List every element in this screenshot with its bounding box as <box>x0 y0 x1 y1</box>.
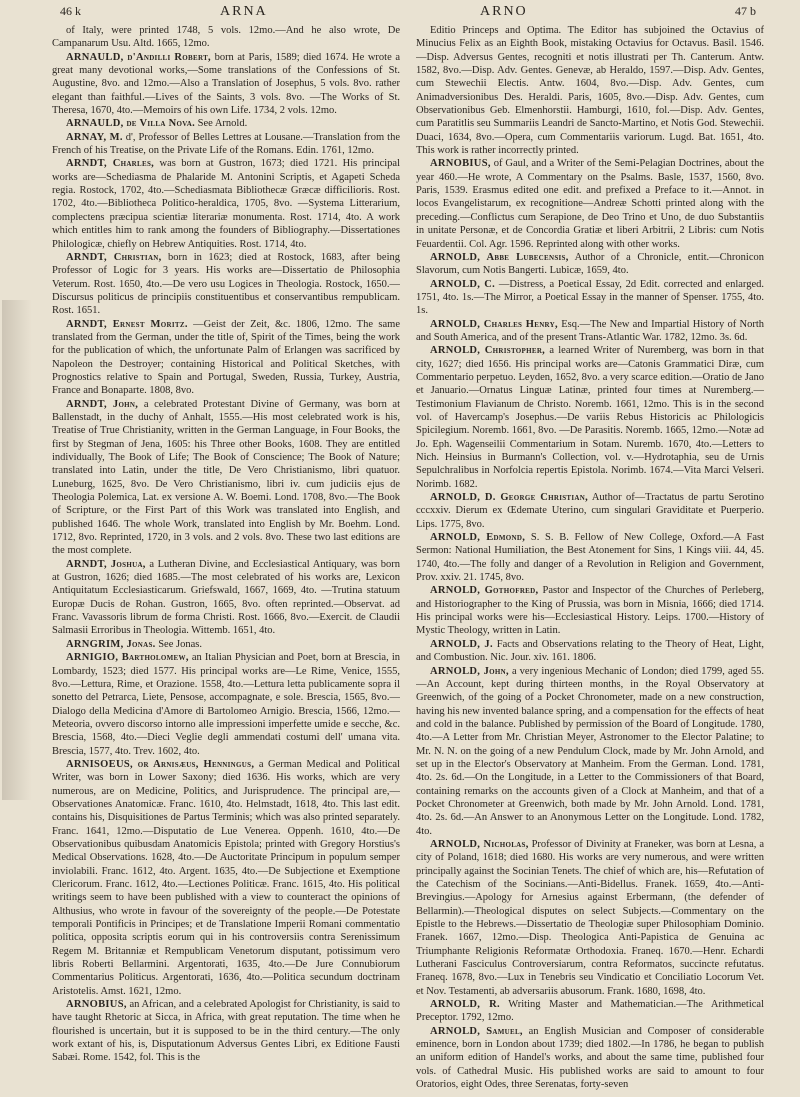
dictionary-entry <box>52 558 400 638</box>
dictionary-entry <box>52 131 400 158</box>
left-column <box>52 24 400 1091</box>
page-number-right: 47 b <box>735 4 756 18</box>
entry-body: See Arnold. <box>197 118 248 130</box>
entry-body: d', Professor of Belles Lettres at Lousane.—Translation from the French of his Treatise, on the Private Life of the Romans. Edin. 1761, 12mo. <box>52 131 400 157</box>
entry-headword: ARNDT, Ernest Moritz. <box>66 318 188 330</box>
entry-headword: ARNOLD, Gothofred, <box>430 585 539 597</box>
entry-body: —Distress, a Poetical Essay, 2d Edit. corrected and enlarged. 1751, 4to. 1s.—The Mirror, a Poetical Essay in the manner of Spenser. 1755, 4to. 1s. <box>416 278 764 317</box>
right-column <box>416 24 764 1091</box>
dictionary-entry <box>416 157 764 250</box>
running-head-right: ARNO <box>480 4 528 19</box>
entry-body: Pastor and Inspector of the Churches of Perleberg, and Historiographer to the King of Prussia, was born in Misnia, 1666; died 1714. His principal works were his—Ecclesiastical History. Leips. 1700.—History of Mystic Theology, written in Latin. <box>416 585 764 637</box>
entry-headword: ARNDT, John, <box>66 398 139 410</box>
entry-headword: ARNOLD, Charles Henry, <box>430 318 558 330</box>
running-header <box>40 4 760 22</box>
dictionary-entry <box>416 318 764 345</box>
page-number-left: 46 k <box>60 4 81 18</box>
entry-headword: ARNAULD, d'Andilli Robert, <box>66 51 211 63</box>
dictionary-entry <box>416 278 764 318</box>
dictionary-entry <box>416 491 764 531</box>
dictionary-entry <box>52 998 400 1065</box>
entry-headword: ARNOBIUS, <box>430 158 491 170</box>
dictionary-entry <box>416 584 764 637</box>
dictionary-entry <box>416 838 764 998</box>
dictionary-entry <box>416 251 764 278</box>
entry-body: a Lutheran Divine, and Ecclesiastical Antiquary, was born at Gustron, 1626; died 1685.—The most celebrated of his works are, Lexicon Antiquitatum Ecclesiasticarum. Griefswald, 1667, 1669, 4to. —Trutina statuum Europæ Ducis de Rohan. Gustron, 1665, 8vo. often reprinted.—Observat. ad Franc. Vavassoris librum de forma Christi. Rost. 1666, 8vo.—Exercit. de Claudii Salmasii Erroribus in Theologia. Wittemb. 1651, 4to. <box>52 558 400 637</box>
entry-body: of Italy, were printed 1748, 5 vols. 12mo.—And he also wrote, De Campanarum Usu. Altd. 1665, 12mo. <box>52 25 400 50</box>
dictionary-entry <box>416 998 764 1025</box>
text-columns <box>52 24 764 1091</box>
entry-headword: ARNOBIUS, <box>66 999 127 1011</box>
entry-body: a celebrated Protestant Divine of Germany, was born at Ballenstadt, in the duchy of Anhalt, 1555.—His most celebrated work is his, Treatise of True Christianity, written in the German Language, in Four Books, the first by Stegman of Jena, 1605: his Three other Books, 1608. They are entitled individually, The Book of Life; The Book of Conscience; The Book of Nature; translated into Latin, under the title, De Vero Christianismo, libri quatuor. Luneburg, 1625, 8vo. De Vero Christianismo, libri iv. cum judiciis ejus de Theologia Polemica, Lat. ex versione A. W. Boemi. Lond. 1708, 8vo.—The Book of Scripture, or the First Part of this Work was translated into English, and published 1646. The whole Work, translated into English by Mr. Boehm. Lond. 1712, 8vo. Reprinted, 1720, in 3 vols. and 2 vols. 8vo. These two last editions are the most complete. <box>52 398 400 557</box>
binding-shadow <box>2 300 32 800</box>
entry-body: Editio Princeps and Optima. The Editor has subjoined the Octavius of Minucius Felix as an Eighth Book, mistaking Octavius for Octavus. Basil. 1546.—Disp. Adversus Gentes, recogniti et notis illustrati per Th. Canterum. Antw. 1582, 8vo.—Disp. Adv. Gentes. Genevæ, ab Heraldo, 1597.—Disp. Adv. Gentes, cum Stewechii Electis. Antw. 1604, 8vo.—Disp. Adv. Gentes, cum Animadversionibus Des. Heraldi. Paris, 1605, 8vo.—Disp. Adv. Gentes, cum Observationibus Geb. Elmenhorstii. Hamburgi, 1610, fol.—Disp. Adv. Gentes, cum Paratitlis seu Summariis Leandri de Sancto-Martino, et Notis God. Stewechii. Duaci, 1634, 8vo.—Opera, cum Commentariis variorum. Lugd. Bat. 1651, 4to. This work is rather incorrectly printed. <box>416 25 764 157</box>
entry-body: S. S. B. Fellow of New College, Oxford.—A Fast Sermon: National Humiliation, the Best Atonement for Sins, 1 Kings viii. 44, 45. 1740, 4to.—The folly and danger of a Revolution in Religion and Government, Prov. xxiv. 21. 1745, 8vo. <box>416 532 764 584</box>
entry-body: Author of a Chronicle, entit.—Chronicon Slavorum, cum Notis Bangerti. Lubicæ, 1659, 4to. <box>416 251 764 277</box>
entry-headword: ARNOLD, J. <box>430 638 493 650</box>
dictionary-entry <box>52 651 400 758</box>
entry-body: born in 1623; died at Rostock, 1683, after being Professor of Logic for 3 years. His works are—Dissertatio de Philosophia Veterum. Rost. 1650, 4to.—De vero usu Logices in Theologia. Rostock, 1650.—Discursus politicus de principiis constituentibus et conservantibus rempublicam. Rost. 1651. <box>52 251 400 317</box>
entry-headword: ARNOLD, Samuel, <box>430 1025 523 1037</box>
dictionary-entry <box>52 157 400 250</box>
dictionary-entry <box>52 117 400 130</box>
dictionary-entry <box>416 344 764 491</box>
running-head-left: ARNA <box>220 4 268 19</box>
entry-body: an African, and a celebrated Apologist for Christianity, is said to have taught Rhetoric at Sicca, in Africa, with great reputation. The time when he flourished is uncertain, but it is supposed to be in the third century.—The only work extant of his, is, Disputationum Adversus Gentes Libri, ex Editione Fausti Sabæi. Rome. 1542, fol. This is the <box>52 999 400 1064</box>
entry-body: an Italian Physician and Poet, born at Brescia, in Lombardy, 1523; died 1577. His principal works are—Le Rime, Venice, 1555, 8vo.—Lettura, Rime, et Orazione. 1558, 4to.—Lettura letta publicamente sopra il sonetto del Petrarca, Liete, Pensose, accompagnate, e sole. Brescia, 1565, 8vo.—Dialogo della Medicina d'Amore di Bartolomeo Arnigio. Brescia, 1566, 12mo.—Meteoria, ovvero discorso intorno alle impressioni imperfette umide e secche, &c. Brescia, 1568, 4to.—Dieci Veglie degli ammendati costumi dell' umana vita. Brescia, 1577, 4to. Trev. 1602, 4to. <box>52 652 400 757</box>
entry-headword: ARNOLD, John, <box>430 665 509 677</box>
entry-headword: ARNOLD, Christopher, <box>430 345 546 357</box>
entry-body: of Gaul, and a Writer of the Semi-Pelagian Doctrines, about the year 460.—He wrote, A Commentary on the Psalms. Basle, 1537, 1560, 8vo. Paris, 1539. Erasmus edited one edit. and prefixed a Preface to it.—Annot. in locos Evangelistarum, ex recognitione—Andreæ Schotti printed along with the preceding.—Conflictus cum Serapione, de Deo Trino et Uno, de duo Substantiis in unitate Personæ, et de Concordia Gratiæ et liberi Arbitrii, 2 Libris: cum Notis Feuardentii. Col. Agr. 1596. Reprinted along with other works. <box>416 158 764 250</box>
entry-headword: ARNIGIO, Bartholomew, <box>66 652 189 664</box>
entry-headword: ARNDT, Joshua, <box>66 558 146 570</box>
entry-body: Esq.—The New and Impartial History of North and South America, and of the present Trans-Atlantic War. 1782, 12mo. 3s. 6d. <box>416 318 764 343</box>
dictionary-entry <box>52 758 400 998</box>
entry-body: Facts and Observations relating to the Theory of Heat, Light, and Combustion. Nic. Jour. xiv. 161. 1806. <box>416 638 764 664</box>
entry-headword: ARNAY, M. <box>66 131 123 143</box>
entry-body: See Jonas. <box>158 638 202 650</box>
entry-body: Professor of Divinity at Franeker, was born at Lesna, a city of Poland, 1618; died 1680. His works are very numerous, and were written principally against the Socinian Tenets. The chief of which are, his—Refutation of the Catechism of the Socinians.—Anti-Bidellus. Franek. 1659, 4to.—Anti-Brevingius.—Apology for Arnesius against Erbermann, (the defender of Bellarmin).—Theological disputes on select Subjects.—Commentary on the Epistle to the Hebrews.—Dissertatio de Theologiæ super Philosophiam Dominio. Franek. 1667, 12mo.—Disp. Theologica Anti-Papistica de Genuina ac Triumphante Religionis Reformatæ Orthodoxia. Franeq. 1670.—Henr. Echardi Lutherani Fasciculus Controversiarum, contra Reformatos, succincte refutatus. Franeq. 1678, 8vo.—Lux in Tenebris seu Vindicatio et Conciliatio Locorum Vet. et Nov. Testamenti, ab adversariis abusorum. Frank. 1680, 1698, 4to. <box>416 838 764 997</box>
entry-body: a learned Writer of Nuremberg, was born in that city, 1627; died 1656. His principal works are—Catonis Grammatici Diræ, cum Commentario perpetuo. Leyden, 1652, 8vo. a very scarce edition.—Oratio de Jano et Januario.—Ornatus Linguæ Latinæ, printed four times at Nuremberg.—Testimonium Flavianum de Christo. Noremb. 1661, 12mo. This is in the second vol. of Havercamp's Josephus.—De variis Rebus Historicis ac Philologicis Spicilegium. Noremb. 1661, 8vo. —De Parasitis. Noremb. 1665, 12mo.—Notæ ad Jo. Eph. Wagenseilii Commentarium in Sotam. Nuremb. 1670, 4to.—Letters to Nich. Heinsius in Burmann's Collection, vol. v.—Hydrotaphia, seu de Urnis Sepulchralibus in Norfolcia repertis Epistola. Norimb. 1674.—Vita Marci Velseri. Norimb. 1682. <box>416 345 764 490</box>
dictionary-entry <box>52 398 400 558</box>
dictionary-entry <box>416 1025 764 1091</box>
dictionary-entry <box>416 665 764 838</box>
entry-body: born at Paris, 1589; died 1674. He wrote a great many devotional works,—Some translations of the Confessions of St. Augustine, 8vo. and 12mo.—Also a Translation of Josephus, 5 vols. 8vo. rather elegant than faithful.—Lives of the Saints, 3 vols. 8vo. —The Works of St. Theresa, 1670, 4to.—Memoirs of his own Life. 1734, 2 vols. 12mo. <box>52 51 400 117</box>
entry-headword: ARNGRIM, Jonas. <box>66 638 156 650</box>
dictionary-entry <box>52 638 400 651</box>
dictionary-entry <box>52 51 400 118</box>
dictionary-entry <box>52 318 400 398</box>
dictionary-entry <box>52 251 400 318</box>
entry-headword: ARNDT, Charles, <box>66 158 155 170</box>
entry-headword: ARNOLD, Abbe Lubecensis, <box>430 251 569 263</box>
entry-body: —Geist der Zeit, &c. 1806, 12mo. The same translated from the German, under the title of, Spirit of the Times, being the work for the publication of which, the unfortunate Palm of Erlangen was sacrificed by Napoleon the Destroyer; containing Historical and Political Sketches, with Prognostics relative to Spain and Portugal, Sweden, Russia, Turkey, Austria, France and Bonaparte. 1808, 8vo. <box>52 318 400 397</box>
entry-headword: ARNOLD, Nicholas, <box>430 838 529 850</box>
entry-headword: ARNOLD, C. <box>430 278 496 290</box>
entry-body: an English Musician and Composer of considerable eminence, born in London about 1739; died 1802.—In 1786, he began to publish an uniform edition of Handel's works, and about the same time, published four vols. of Cathedral Music. His published works are said to amount to four Oratorios, eight Odes, three Serenatas, forty-seven <box>416 1025 764 1091</box>
dictionary-entry <box>416 24 764 157</box>
entry-headword: ARNAULD, de Villa Nova. <box>66 118 195 130</box>
entry-body: Writing Master and Mathematician.—The Arithmetical Preceptor. 1792, 12mo. <box>416 999 764 1024</box>
entry-headword: ARNOLD, D. George Christian, <box>430 492 589 504</box>
dictionary-entry <box>52 24 400 51</box>
entry-body: Author of—Tractatus de partu Serotino cccxxiv. Dierum ex Œdemate Uterino, cum singulari Graviditate et Puerperio. Lips. 1775, 8vo. <box>416 492 764 530</box>
entry-headword: ARNDT, Christian, <box>66 251 162 263</box>
entry-body: was born at Gustron, 1673; died 1721. His principal works are—Schediasma de Phalaride M. Antonini Scriptis, et Agapeti Scheda regia. Rostock, 1702, 4to.—Schediasmata Bibliothecæ Græcæ difficilioris. Rost. 1702, 4to.—Bibliotheca Politico-heraldica, 1705, 8vo. —Systema Litterarium, complectens præcipua scientiæ literariæ monumenta. Rost. 1714, 4to. A work which entitles him to rank among the founders of Bibliography.—Dissertationes Philologicæ, chiefly on Hebrew Antiquities. Rost. 1714, 4to. <box>52 158 400 250</box>
entry-headword: ARNOLD, R. <box>430 999 500 1011</box>
entry-body: a German Medical and Political Writer, was born in Lower Saxony; died 1636. His works, which are very numerous, are on Medicine, Politics, and Jurisprudence. The principal are,—Observationes Anatomicæ. Franc. 1610, 4to. Helmstadt, 1618, 4to. This last edit. contains his, Disquisitiones de Partus Terminis; which was also printed separately. Franc. 1641, 12mo.—Disputatio de Lue Venerea. Oppenh. 1610, 4to.—De Observationibus quibusdam Anatomicis Epistola; printed with Gregory Horstius's Medical Observations. 1628, 4to.—De Auctoritate Principum in populum semper inviolabili. Franc. 1612, 4to. Argent. 1635, 4to.—De Subjectione et Exemptione Clericorum. Franc. 1612, 4to.—Lectiones Politicæ. Franc. 1615, 4to. His political writings seem to have been published with a view to counteract the opinions of Althusius, who wrote in favour of the sovereignty of the people.—De Potestate temporali Pontificis in Principes; et de Translatione Imperii Romani commentatio politica, opposita scriptis eorum qui in his controversiis contra Serenissimum Regem M. Britanniæ et Rempublicam Venetorum disputant, potissimum vero libris Roberti Bellarmini. Argentorati, 1635, 4to.—De Jure Connubiorum Commentarius Politicus. Argentorati, 1636, 4to.—Politica secundum doctrinam Aristotelis. Amst. 1621, 12mo. <box>52 758 400 997</box>
entry-headword: ARNISOEUS, or Arnisæus, Henningus, <box>66 758 255 770</box>
dictionary-entry <box>416 638 764 665</box>
dictionary-entry <box>416 531 764 584</box>
entry-headword: ARNOLD, Edmond, <box>430 532 526 544</box>
entry-body: a very ingenious Mechanic of London; died 1799, aged 55.—An Account, kept during thirteen months, in the Royal Observatory at Greenwich, of the going of a Pocket Chronometer, made on a new construction, having his new invented balance spring, and a compensation for the effects of heat and cold in the balance. Published by permission of the Board of Longitude. 1780, 4to.—A Letter from Mr. Christian Meyer, Astronomer to the Elector Palatine; to Mr. N. N. on the going of a new Pendulum Clock, made by Mr. John Arnold, and set up in the Elector's Observatory at Manheim. From the German. Lond. 1781, 4to. 2s. 6d.—On the Longitude, in a Letter to the Commissioners of that Board, containing remarks on the accounts given of a Clock at Manheim, and that of a Pocket Chronometer at Greenwich, both made by Mr. John Arnold. Lond. 1781, 4to. 2s. 6d.—An Answer to an Anonymous Letter on the Longitude. Lond. 1782, 4to. <box>416 665 764 837</box>
